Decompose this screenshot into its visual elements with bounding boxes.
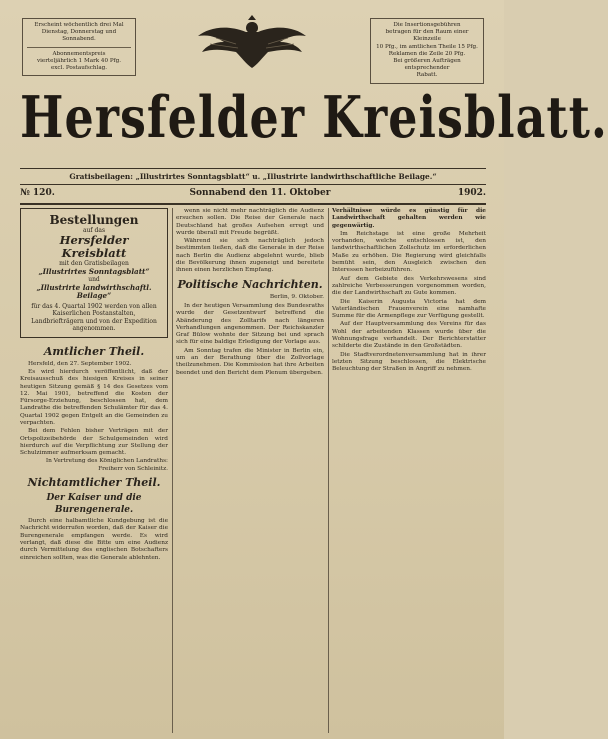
fees-line-5: Rabatt. <box>416 72 438 79</box>
insertion-fees-box <box>370 18 484 84</box>
fees-line-3: Reklamen die Zeile 20 Pfg. <box>388 50 466 57</box>
subscription-label: Abonnementspreis <box>52 50 106 57</box>
publication-frequency: Erscheint wöchentlich drei Mal <box>34 22 124 28</box>
paragraph: Die Stadtverordnetenversammlung hat in ihrer letzten Sitzung beschlossen, die Elektrische Beleuchtung der Straßen in Angriff zu nehmen. <box>332 351 486 373</box>
ad-text-4: für das 4. Quartal 1902 werden von allen Kaiserlichen Postanstalten, Landbriefträgern und von der Expedition angenommen. <box>31 303 157 333</box>
ad-supplement-2: „Illustrirte landwirthschaftl. Beilage“ <box>36 282 152 301</box>
subscription-info-box <box>22 18 136 76</box>
paragraph: Bei dem Fehlen bisher Verträgen mit der Ortspolizeibehörde der Schulgemeinden wird hierdurch auf die Verpflichtung zur Stellung der Schulzimmer aufmerksam gemacht. <box>20 428 168 457</box>
ad-text-2: mit den Gratisbeilagen <box>59 260 129 268</box>
subscription-ad <box>20 208 168 338</box>
dateline: Berlin, 9. Oktober. <box>269 293 324 300</box>
publication-days: Dienstag, Donnerstag und Sonnabend. <box>41 29 117 43</box>
postal-note: excl. Postaufschlag. <box>50 65 108 72</box>
paragraph: In Vertretung des Königlichen Landraths: Freiherr von Schleinitz. <box>45 458 168 472</box>
supplements-line: Gratisbeilagen: „Illustrirtes Sonntagsblatt“ u. „Illustrirte landwirthschaftliche Beilage.“ <box>69 172 437 181</box>
newspaper-title: Hersfelder Kreisblatt. <box>20 83 608 151</box>
issue-number: № 120. <box>20 188 55 198</box>
paragraph: Im Reichstage ist eine große Mehrheit vorhanden, welche entschlossen ist, den landwirthschaftlichen Zollschutz im erforderlichen Maße zu erhöhen. Die Regierung wird gleichfalls bemüht sein, den Ausgleich zwischen den Interessen herbeizuführen. <box>332 230 486 274</box>
ad-text-1: auf das <box>82 227 106 234</box>
paragraph: Hersfeld, den 27. September 1902. <box>28 360 132 367</box>
fees-line-2: 10 Pfg., im amtlichen Theile 15 Pfg. <box>376 43 478 50</box>
eagle-emblem-icon <box>196 14 308 70</box>
fees-line-4: Bei größeren Aufträgen entsprechender <box>393 58 461 72</box>
paragraph: Durch eine halbamtliche Kundgebung ist die Nachricht widerrufen worden, daß der Kaiser die Burengenerale empfangen werde. Es wird verlangt, daß diese die Bitte um eine Audienz durch Vermittelung des englischen Botschafters einreichen sollten, was die Generale ablehnten. <box>20 518 168 561</box>
ad-text-3: und <box>88 276 100 284</box>
article-heading: Der Kaiser und die Burengenerale. <box>46 493 142 516</box>
paragraph: Während sie sich nachträglich jedoch bestimmten ließen, daß die Generale in der Reise nach Berlin die Audienz abgelehnt wurde, blieb die Bevölkerung ihnen zugeneigt und bereitete ihnen einen herzlichen Empfang. <box>176 238 324 274</box>
paragraph: In der heutigen Versammlung des Bundesraths wurde der Gesetzentwurf betreffend die Abänderung des Zolltarifs nach längeren Verhandlungen angenommen. Der Reichskanzler Graf Bülow wohnte der Sitzung bei und sprach sich für eine baldige Erledigung der Vorlage aus. <box>176 302 324 346</box>
section-heading-official: Amtlicher Theil. <box>43 344 145 358</box>
paragraph: Die Kaiserin Augusta Victoria hat dem Vaterländischen Frauenverein eine namhafte Summe für die Armenpflege zur Verfügung gestellt. <box>332 298 486 320</box>
fees-heading: Die Insertionsgebühren <box>393 22 461 28</box>
ad-supplement-1: „Illustrirtes Sonntagsblatt“ <box>38 266 150 276</box>
ad-paper-name: Hersfelder Kreisblatt <box>59 233 129 261</box>
section-heading-unofficial: Nichtamtlicher Theil. <box>27 476 161 490</box>
column-1 <box>20 208 168 733</box>
paragraph: Es wird hierdurch veröffentlicht, daß der Kreisausschuß des hiesigen Kreises in seiner heutigen Sitzung gemäß § 14 des Gesetzes vom 12. Mai 1901, betreffend die Kosten der Fürsorge-Erziehung, beschlossen hat, dem Landrathe die betreffenden Schulämter für das 4. Quartal 1902 gegen Entgelt an die Gemeinden zu verpachten. <box>20 368 168 426</box>
paragraph: wenn sie nicht mehr nachträglich die Audienz ersuchen sollen. Die Reise der Generale nach Deutschland hat großes Aufsehen erregt und wurde überall mit Freude begrüßt. <box>176 208 324 236</box>
ad-heading: Bestellungen <box>49 213 139 227</box>
subscription-price: vierteljährlich 1 Mark 40 Pfg. <box>36 57 122 64</box>
column-3 <box>332 208 486 733</box>
issue-year: 1902. <box>457 188 486 198</box>
issue-line <box>20 188 486 202</box>
paragraph: Am Sonntag trafen die Minister in Berlin ein, um an der Berathung über die Zollvorlage theilzunehmen. Die Kommission hat ihre Arbeiten beendet und den Bericht dem Plenum übergeben. <box>176 347 324 376</box>
fees-line-1: betragen für den Raum einer Kleinzeile <box>385 29 469 43</box>
issue-date: Sonnabend den 11. Oktober <box>189 188 331 198</box>
paragraph: Auf dem Gebiete des Verkehrswesens sind zahlreiche Verbesserungen vorgenommen worden, die der Landwirthschaft zu Gute kommen. <box>332 275 486 297</box>
column-2 <box>176 208 324 733</box>
section-heading-political: Politische Nachrichten. <box>177 277 323 291</box>
paragraph: Auf der Hauptversammlung des Vereins für das Wohl der arbeitenden Klassen wurde über die Wohnungsfrage verhandelt. Der Berichterstatter schilderte die Zustände in den Großstädten. <box>332 321 486 350</box>
lead-paragraph: Verhältnisse würde es günstig für die Landwirthschaft gehalten werden wie gegenwärtig. <box>332 208 486 229</box>
